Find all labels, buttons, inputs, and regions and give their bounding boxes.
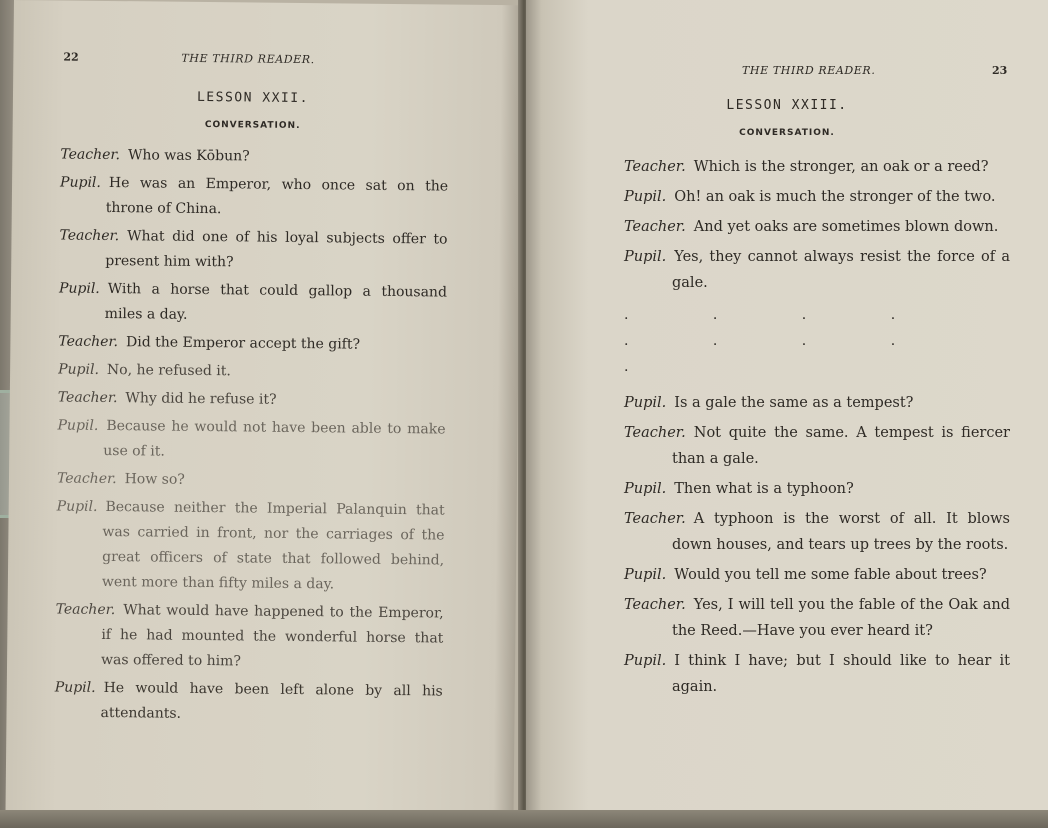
speaker-label: Teacher. bbox=[624, 219, 686, 235]
turn-text: What did one of his loyal subjects offer to present him with? bbox=[105, 228, 448, 271]
dialogue-turn bbox=[624, 214, 1010, 240]
running-head: THE THIRD READER. bbox=[742, 64, 876, 77]
turn-text: Because neither the Imperial Palanquin that was carried in front, nor the carriages of the great officers of state that followed behind, went more than fifty miles a day. bbox=[101, 498, 445, 593]
turn-text: And yet oaks are sometimes blown down. bbox=[693, 219, 999, 235]
turn-text: Which is the stronger, an oak or a reed? bbox=[693, 159, 989, 175]
dialogue-turn bbox=[624, 184, 1010, 210]
turn-text: I think I have; but I should like to hear it again. bbox=[672, 653, 1010, 695]
turn-text: He was an Emperor, who once sat on the throne of China. bbox=[105, 175, 449, 218]
speaker-label: Teacher. bbox=[624, 425, 686, 441]
dialogue-turn bbox=[624, 154, 1010, 180]
dialogue-turn bbox=[60, 142, 448, 171]
dialogue-turn bbox=[58, 329, 446, 358]
turn-text: Oh! an oak is much the stronger of the two. bbox=[674, 189, 996, 205]
turn-text: Would you tell me some fable about trees? bbox=[674, 567, 987, 583]
speaker-label: Pupil. bbox=[624, 395, 667, 411]
speaker-label: Pupil. bbox=[58, 361, 100, 378]
section-break: . . . . . . . . . bbox=[624, 307, 936, 375]
speaker-label: Pupil. bbox=[56, 498, 98, 515]
dialogue-turn bbox=[624, 592, 1010, 644]
speaker-label: Pupil. bbox=[57, 417, 99, 434]
dialogue-turn bbox=[624, 244, 1010, 296]
dialogue-turn bbox=[58, 357, 446, 386]
speaker-label: Pupil. bbox=[54, 679, 96, 696]
turn-text: Did the Emperor accept the gift? bbox=[125, 334, 361, 353]
running-head: THE THIRD READER. bbox=[181, 51, 315, 67]
speaker-label: Pupil. bbox=[624, 653, 667, 669]
speaker-label: Teacher. bbox=[57, 389, 118, 407]
turn-text: Who was Kōbun? bbox=[127, 147, 250, 165]
dialogue-turn bbox=[57, 466, 445, 495]
dialogue-turn bbox=[624, 420, 1010, 472]
dialogue-list bbox=[54, 142, 448, 732]
right-page bbox=[526, 0, 1048, 812]
turn-text: Yes, they cannot always resist the force of a gale. bbox=[672, 249, 1010, 291]
turn-text: Not quite the same. A tempest is fiercer than a gale. bbox=[672, 425, 1010, 467]
speaker-label: Teacher. bbox=[55, 601, 116, 619]
turn-text: No, he refused it. bbox=[106, 361, 231, 380]
dialogue-turn bbox=[55, 597, 444, 676]
dialogue-turn bbox=[58, 385, 446, 414]
page-bottom-edge bbox=[0, 810, 1048, 828]
speaker-label: Teacher. bbox=[624, 159, 686, 175]
turn-text: He would have been left alone by all his attendants. bbox=[100, 679, 443, 722]
dialogue-list bbox=[624, 154, 1010, 704]
speaker-label: Pupil. bbox=[58, 280, 100, 297]
lesson-title: LESSON XXIII. bbox=[726, 98, 848, 113]
dialogue-turn bbox=[57, 413, 446, 467]
dialogue-turn bbox=[624, 476, 1010, 502]
dialogue-turn bbox=[59, 276, 448, 330]
turn-text: With a horse that could gallop a thousand miles a day. bbox=[104, 280, 448, 323]
dialogue-turn bbox=[624, 506, 1010, 558]
left-page bbox=[5, 0, 521, 817]
page-number: 22 bbox=[63, 50, 79, 64]
turn-text: Then what is a typhoon? bbox=[674, 481, 854, 497]
lesson-title: LESSON XXII. bbox=[196, 89, 310, 107]
speaker-label: Teacher. bbox=[624, 511, 686, 527]
dialogue-turn bbox=[624, 562, 1010, 588]
speaker-label: Pupil. bbox=[60, 174, 101, 191]
speaker-label: Teacher. bbox=[624, 597, 686, 613]
lesson-subtitle: CONVERSATION. bbox=[204, 120, 301, 132]
speaker-label: Teacher. bbox=[58, 333, 119, 351]
turn-text: A typhoon is the worst of all. It blows down houses, and tears up trees by the roots. bbox=[672, 511, 1010, 553]
turn-text: What would have happened to the Emperor, if he had mounted the wonderful horse that was offered to him? bbox=[101, 602, 444, 670]
speaker-label: Teacher. bbox=[56, 470, 117, 488]
speaker-label: Pupil. bbox=[624, 481, 667, 497]
dialogue-turn bbox=[60, 170, 449, 224]
speaker-label: Pupil. bbox=[624, 567, 667, 583]
speaker-label: Pupil. bbox=[624, 189, 667, 205]
speaker-label: Teacher. bbox=[59, 227, 120, 245]
dialogue-turn bbox=[56, 494, 445, 598]
turn-text: Is a gale the same as a tempest? bbox=[674, 395, 914, 411]
lesson-subtitle: CONVERSATION. bbox=[739, 128, 835, 138]
dialogue-turn bbox=[624, 648, 1010, 700]
speaker-label: Pupil. bbox=[624, 249, 667, 265]
dialogue-turn bbox=[59, 223, 448, 277]
speaker-label: Teacher. bbox=[60, 146, 121, 164]
turn-text: Because he would not have been able to make use of it. bbox=[103, 417, 446, 460]
dialogue-turn bbox=[624, 390, 1010, 416]
turn-text: Yes, I will tell you the fable of the Oak and the Reed.—Have you ever heard it? bbox=[672, 597, 1010, 639]
dialogue-turn bbox=[54, 675, 443, 729]
turn-text: Why did he refuse it? bbox=[125, 390, 277, 408]
turn-text: How so? bbox=[124, 471, 185, 488]
page-number: 23 bbox=[992, 64, 1008, 77]
